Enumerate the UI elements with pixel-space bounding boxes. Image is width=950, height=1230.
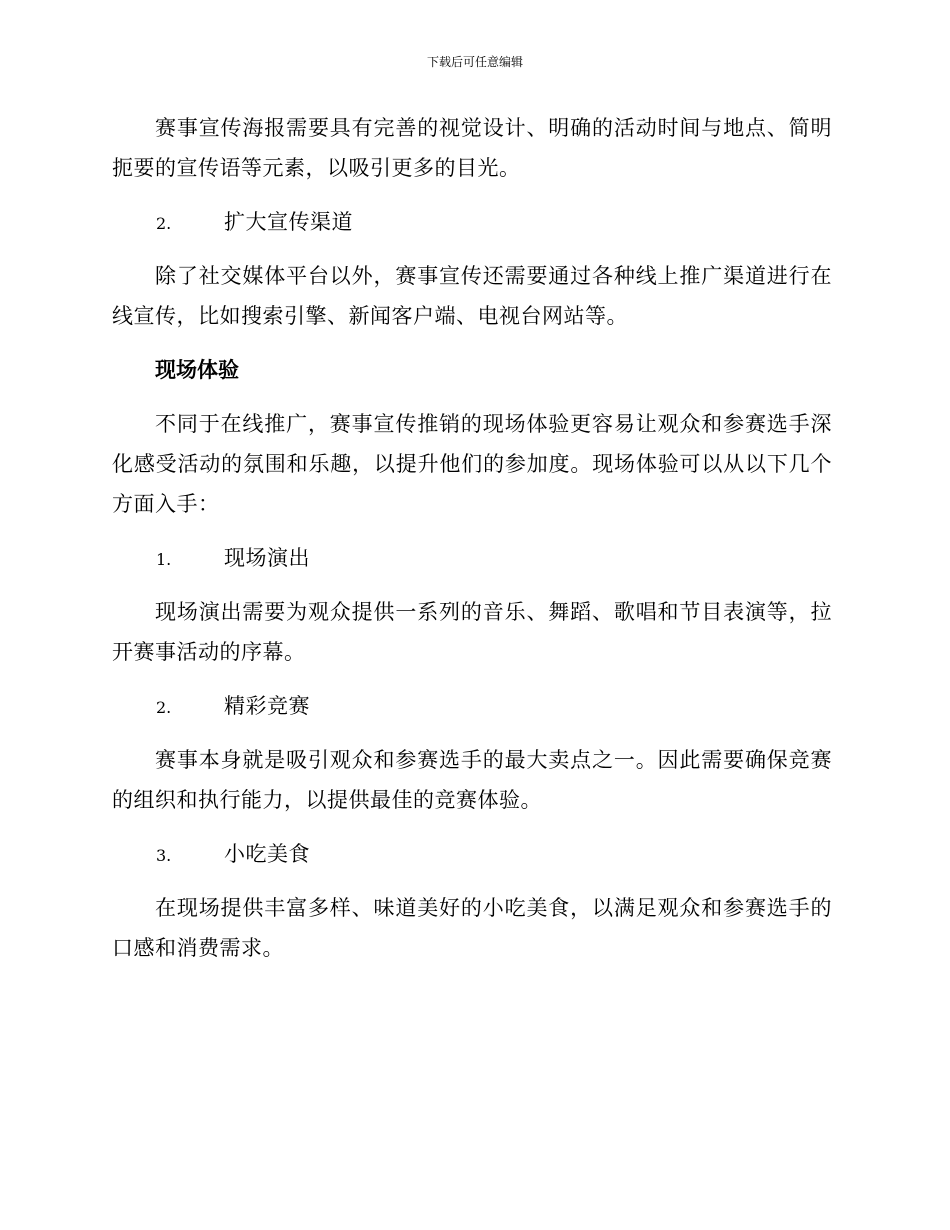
paragraph-online-channels: 除了社交媒体平台以外，赛事宣传还需要通过各种线上推广渠道进行在线宣传，比如搜索引擎、新闻客户端、电视台网站等。: [112, 264, 832, 328]
list-number: 1.: [156, 550, 172, 569]
list-item-label: 小吃美食: [224, 842, 310, 866]
list-item-competition: [112, 686, 832, 726]
list-number: 2.: [156, 698, 172, 717]
list-number: 2.: [156, 214, 172, 233]
list-item-snacks: [112, 834, 832, 874]
list-item-label: 现场演出: [224, 546, 310, 570]
paragraph-snacks: 在现场提供丰富多样、味道美好的小吃美食，以满足观众和参赛选手的口感和消费需求。: [112, 896, 832, 960]
list-item-expand-channels: [112, 202, 832, 242]
list-item-label: 扩大宣传渠道: [224, 210, 353, 234]
list-number: 3.: [156, 846, 172, 865]
page-header: 下载后可任意编辑: [426, 55, 523, 69]
paragraph-live-experience-intro: 不同于在线推广，赛事宣传推销的现场体验更容易让观众和参赛选手深化感受活动的氛围和乐趣，以提升他们的参加度。现场体验可以从以下几个方面入手：: [112, 412, 832, 516]
list-item-label: 精彩竞赛: [224, 694, 310, 718]
paragraph-live-performance: 现场演出需要为观众提供一系列的音乐、舞蹈、歌唱和节目表演等，拉开赛事活动的序幕。: [112, 600, 832, 664]
section-heading-live-experience: 现场体验: [155, 358, 239, 382]
document-body: [112, 108, 832, 982]
paragraph-competition: 赛事本身就是吸引观众和参赛选手的最大卖点之一。因此需要确保竞赛的组织和执行能力，以提供最佳的竞赛体验。: [112, 748, 832, 812]
paragraph-poster-design: 赛事宣传海报需要具有完善的视觉设计、明确的活动时间与地点、简明扼要的宣传语等元素，以吸引更多的目光。: [112, 116, 832, 180]
list-item-live-performance: [112, 538, 832, 578]
